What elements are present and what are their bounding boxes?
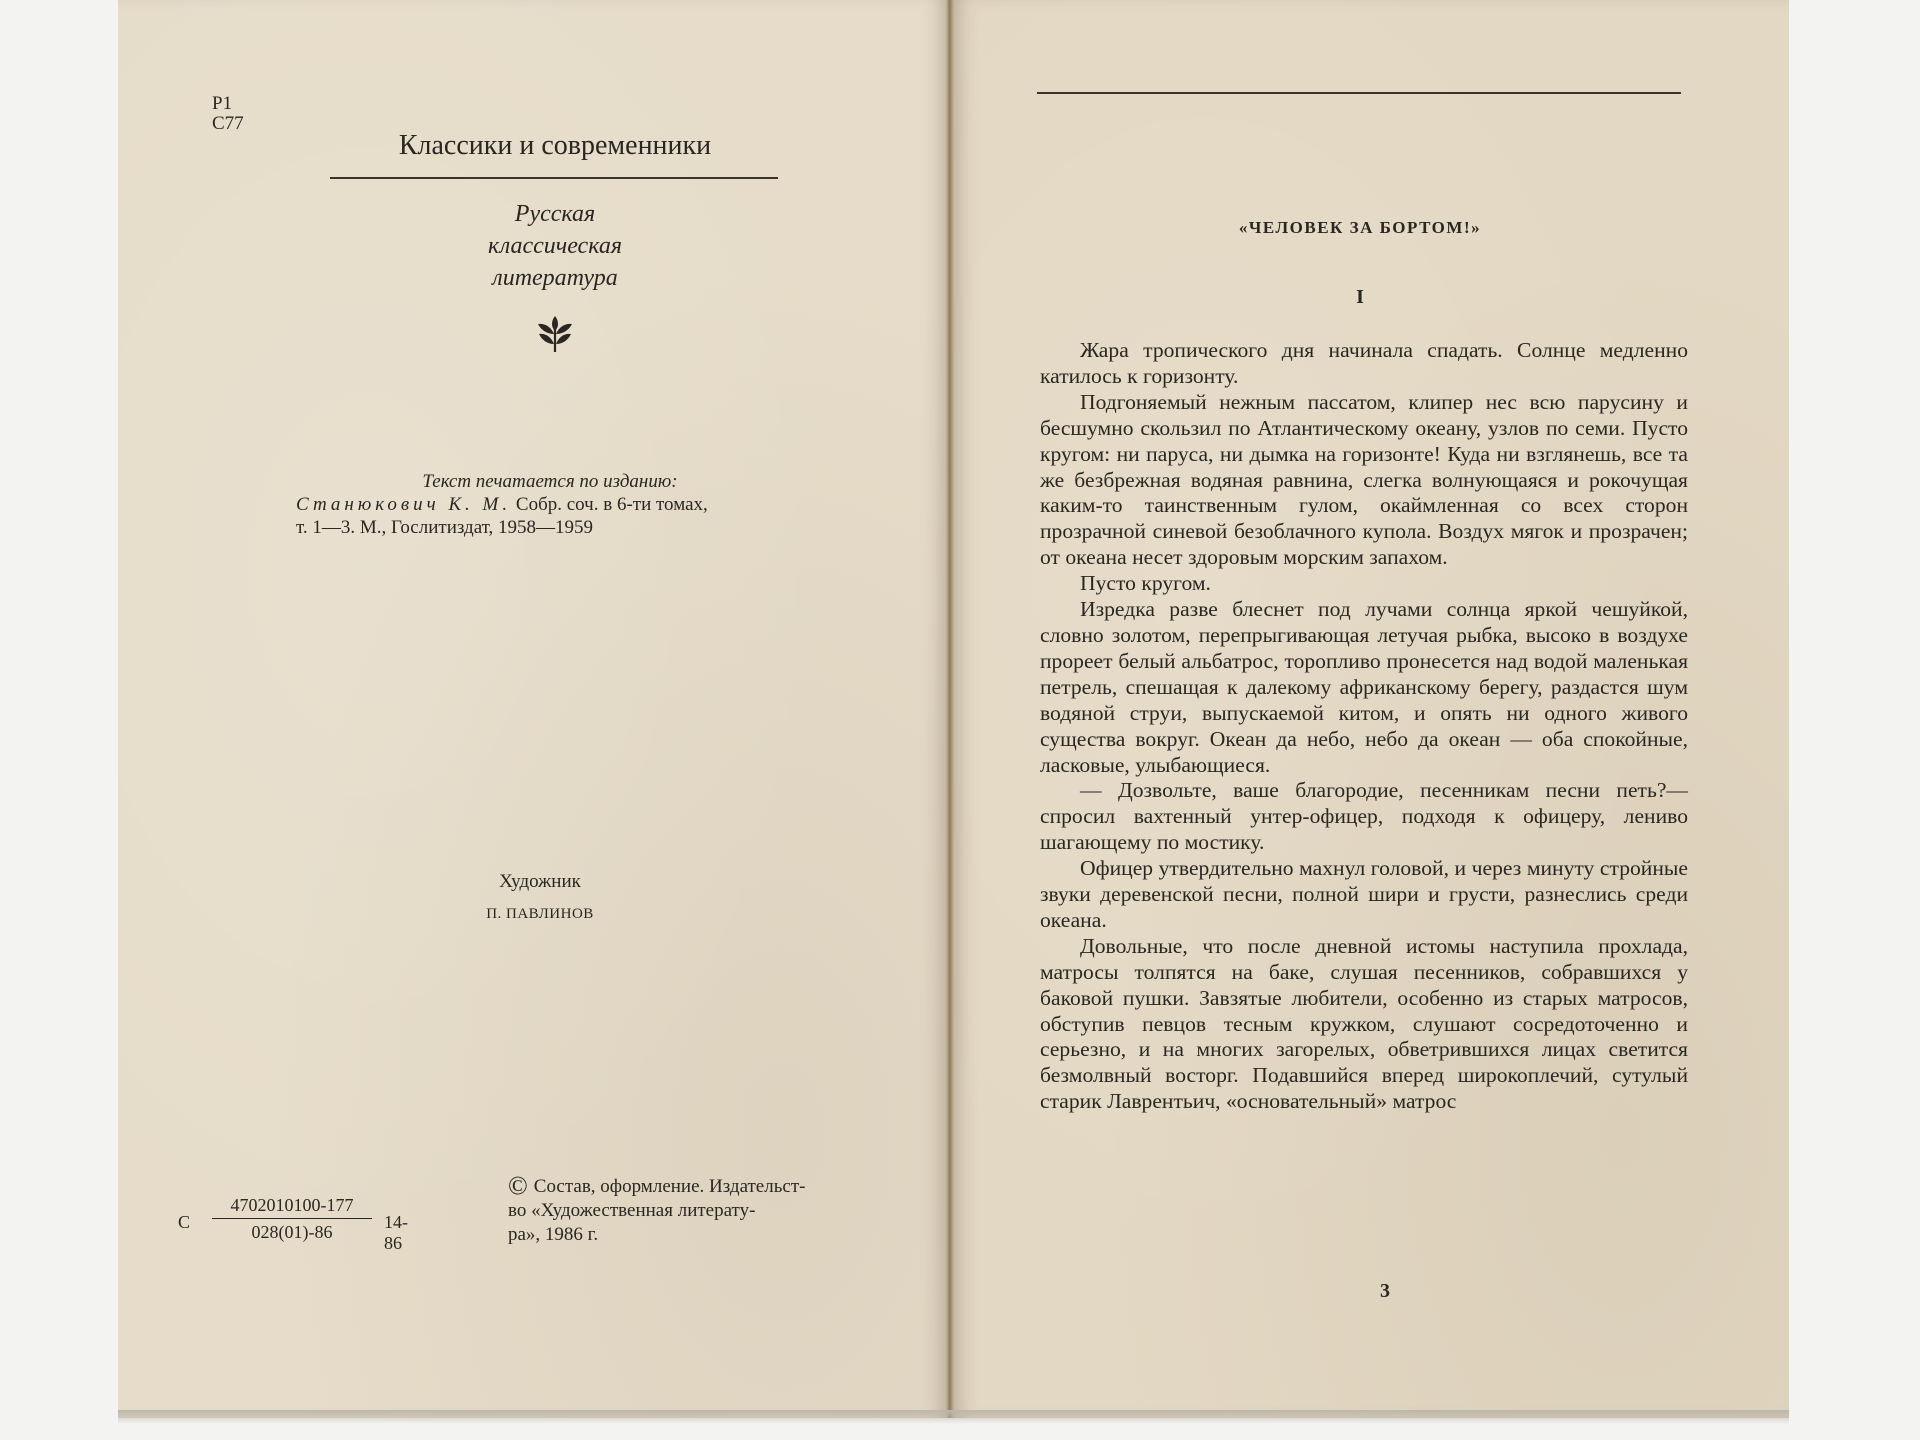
paragraph: — Дозвольте, ваше благородие, песенникам песни петь?— спросил вахтенный унтер-офицер, подходя к офицеру, лениво шагающему по мостику. [1040, 778, 1688, 855]
call-number-line: С77 [212, 113, 244, 134]
call-number [212, 94, 244, 134]
leaf-emblem-icon [535, 312, 575, 359]
catalog-numerator: 4702010100-177 [212, 1195, 372, 1219]
series-rule [330, 177, 778, 179]
copyright-line: ра», 1986 г. [508, 1224, 599, 1245]
illustrator-credit [460, 866, 620, 930]
copyright-icon: © [508, 1171, 528, 1200]
paragraph: Жара тропического дня начинала спадать. Солнце медленно катилось к горизонту. [1040, 338, 1688, 388]
book-spine [946, 0, 954, 1418]
source-note-rest: Собр. соч. в 6-ти томах, [511, 494, 708, 515]
body-text [1040, 338, 1688, 1115]
copyright-line: Состав, оформление. Издательст- [533, 1176, 806, 1197]
source-note-line [280, 493, 790, 516]
catalog-price-code: 14-86 [384, 1212, 408, 1253]
illustrator-label: Художник [499, 871, 581, 892]
paragraph: Подгоняемый нежным пассатом, клипер нес всю парусину и бесшумно скользил по Атлантическому океану, узлов по семи. Пусто кругом: ни паруса, ни дымка на горизонте! Куда ни взглянешь, все та же безбрежная водяная равнина, слегка волнующаяся и рокочущая каким-то таинственным гулом, окаймленная со всех сторон прозрачной синевой безоблачного купола. Воздух мягок и прозрачен; от океана несет здоровым морским запахом. [1040, 389, 1688, 570]
paragraph: Изредка разве блеснет под лучами солнца яркой чешуйкой, словно золотом, перепрыгивающая летучая рыбка, высоко в воздухе прореет белый альбатрос, торопливо пронесется над водой маленькая петрель, спешащая к далекому африканскому берегу, раздастся шум водяной струи, выпускаемой китом, и опять ни одного живого существа вокруг. Океан да небо, небо да океан — оба спокойные, ласковые, улыбающиеся. [1040, 597, 1688, 777]
source-note-line: т. 1—3. М., Гослитиздат, 1958—1959 [296, 517, 594, 538]
call-number-line: Р1 [212, 93, 233, 114]
page-number: 3 [1380, 1280, 1390, 1302]
source-note-author: Станюкович К. М. [296, 494, 512, 515]
series-title: Классики и современники [398, 130, 712, 161]
subseries-line: литература [492, 265, 618, 291]
catalog-denominator: 028(01)-86 [251, 1222, 333, 1242]
subseries-title [430, 198, 680, 294]
source-note-heading: Текст печатается по изданию: [422, 471, 678, 492]
subseries-line: классическая [488, 233, 622, 259]
chapter-number: I [1356, 286, 1364, 308]
chapter-title: «ЧЕЛОВЕК ЗА БОРТОМ!» [1238, 218, 1482, 237]
copyright-notice [508, 1171, 880, 1247]
subseries-line: Русская [514, 201, 596, 227]
paragraph: Офицер утвердительно махнул головой, и через минуту стройные звуки деревенской песни, полной шири и грусти, разнеслись среди океана. [1040, 856, 1688, 932]
catalog-prefix: С [178, 1212, 191, 1232]
source-edition-note [280, 470, 790, 539]
paragraph: Довольные, что после дневной истомы наступила прохлада, матросы толпятся на баке, слушая песенников, собравшихся у баковой пушки. Завзятые любители, особенно из старых матросов, обступив певцов тесным кружком, слушают сосредоточенно и серьезно, и на многих загорелых, обветрившихся лицах светится безмолвный восторг. Подавшийся вперед широкоплечий, сутулый старик Лаврентьич, «основательный» матрос [1040, 933, 1688, 1114]
book-shadow [118, 1410, 1789, 1424]
copyright-line: во «Художественная литерату- [508, 1200, 756, 1221]
header-rule [1037, 92, 1681, 94]
paragraph: Пусто кругом. [1080, 571, 1211, 596]
illustrator-name: П. ПАВЛИНОВ [486, 906, 594, 922]
